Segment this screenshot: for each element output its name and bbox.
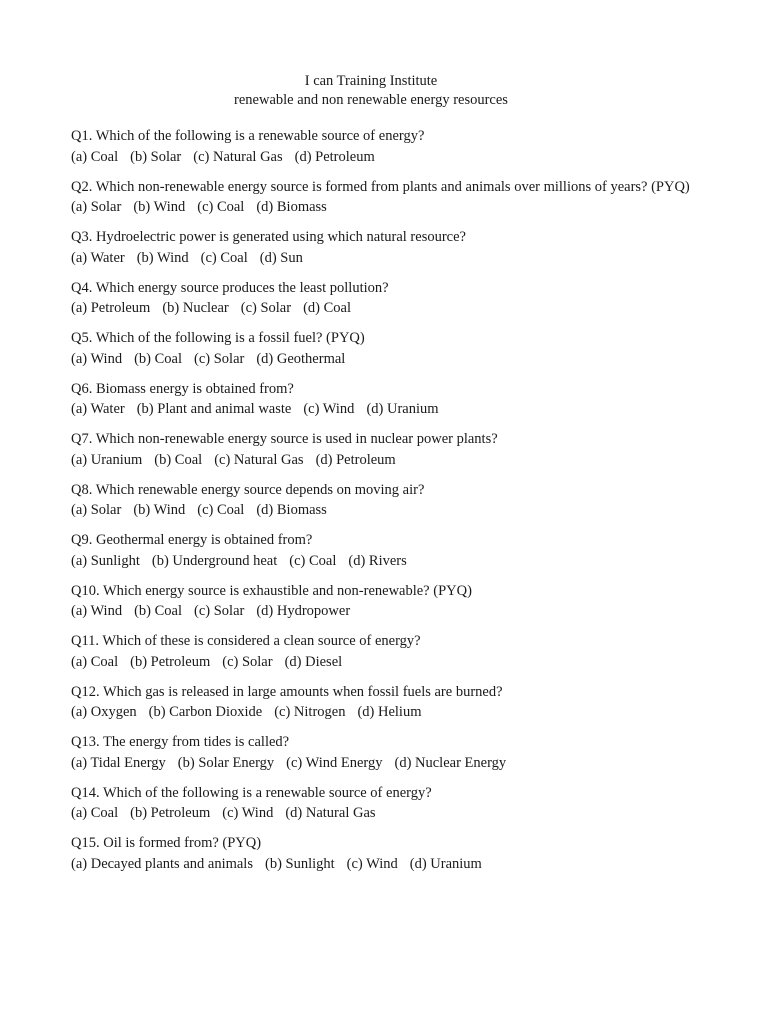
question-item xyxy=(71,480,691,521)
question-text: Q9. Geothermal energy is obtained from? xyxy=(71,532,313,548)
answer-option: (c) Coal xyxy=(289,552,337,569)
answer-option: (a) Coal xyxy=(71,653,119,670)
answer-option: (c) Nitrogen xyxy=(274,704,346,720)
answer-option: (a) Uranium xyxy=(71,451,143,468)
answer-option: (b) Wind xyxy=(136,249,189,266)
answer-option: (d) Biomass xyxy=(256,502,327,518)
answer-option: (c) Coal xyxy=(197,502,245,518)
answer-option: (a) Wind xyxy=(71,350,123,367)
answer-option: (b) Wind xyxy=(133,502,186,518)
question-options xyxy=(71,147,691,168)
question-options xyxy=(71,399,691,420)
answer-option: (d) Petroleum xyxy=(294,148,375,165)
question-item xyxy=(71,227,691,268)
answer-option: (d) Hydropower xyxy=(256,603,351,619)
answer-option: (d) Geothermal xyxy=(256,350,346,367)
question-item xyxy=(71,682,691,723)
question-options xyxy=(71,500,691,521)
question-item xyxy=(71,833,691,874)
answer-option: (a) Water xyxy=(71,401,125,417)
answer-option: (a) Sunlight xyxy=(71,552,140,569)
question-options xyxy=(71,753,691,774)
answer-option: (c) Solar xyxy=(194,603,245,619)
question-options xyxy=(71,702,691,723)
answer-option: (a) Water xyxy=(71,249,125,266)
question-text: Q8. Which renewable energy source depends on moving air? xyxy=(71,481,425,498)
question-item xyxy=(71,581,691,622)
question-item xyxy=(71,631,691,672)
answer-option: (d) Rivers xyxy=(348,552,407,569)
question-text: Q12. Which gas is released in large amounts when fossil fuels are burned? xyxy=(71,683,503,700)
answer-option: (b) Underground heat xyxy=(151,552,278,569)
document-subtitle: renewable and non renewable energy resources xyxy=(234,92,508,108)
question-list xyxy=(71,126,691,884)
question-item xyxy=(71,530,691,571)
question-options xyxy=(71,197,691,218)
question-text: Q15. Oil is formed from? (PYQ) xyxy=(71,835,262,851)
answer-option: (d) Sun xyxy=(259,249,303,266)
question-options xyxy=(71,298,691,319)
question-options xyxy=(71,450,691,471)
answer-option: (d) Nuclear Energy xyxy=(394,754,507,771)
question-text: Q6. Biomass energy is obtained from? xyxy=(71,380,294,397)
answer-option: (c) Natural Gas xyxy=(193,148,283,165)
answer-option: (d) Uranium xyxy=(366,401,439,417)
answer-option: (a) Coal xyxy=(71,805,119,821)
answer-option: (b) Petroleum xyxy=(130,805,211,821)
answer-option: (c) Solar xyxy=(240,300,292,316)
question-text: Q13. The energy from tides is called? xyxy=(71,734,290,750)
question-text: Q2. Which non-renewable energy source is formed from plants and animals over millions of years? (PYQ) xyxy=(71,178,690,195)
question-options xyxy=(71,248,691,269)
question-item xyxy=(71,126,691,167)
answer-option: (b) Petroleum xyxy=(130,653,211,670)
answer-option: (d) Diesel xyxy=(284,653,343,670)
answer-option: (b) Plant and animal waste xyxy=(136,401,292,417)
document-header xyxy=(0,72,768,110)
answer-option: (b) Coal xyxy=(134,603,183,619)
question-item xyxy=(71,328,691,369)
question-options xyxy=(71,803,691,824)
answer-option: (a) Tidal Energy xyxy=(71,754,166,771)
answer-option: (a) Decayed plants and animals xyxy=(71,855,253,872)
question-text: Q7. Which non-renewable energy source is used in nuclear power plants? xyxy=(71,431,498,447)
answer-option: (a) Oxygen xyxy=(71,704,137,720)
answer-option: (d) Biomass xyxy=(256,199,327,215)
question-text: Q11. Which of these is considered a clean source of energy? xyxy=(71,633,421,649)
answer-option: (a) Wind xyxy=(71,603,123,619)
question-item xyxy=(71,783,691,824)
question-text: Q14. Which of the following is a renewable source of energy? xyxy=(71,784,432,801)
answer-option: (c) Coal xyxy=(197,199,245,215)
question-options xyxy=(71,349,691,370)
answer-option: (c) Natural Gas xyxy=(214,451,304,468)
answer-option: (b) Sunlight xyxy=(264,855,335,872)
question-text: Q10. Which energy source is exhaustible and non-renewable? (PYQ) xyxy=(71,582,472,599)
answer-option: (d) Natural Gas xyxy=(285,805,376,821)
answer-option: (a) Petroleum xyxy=(71,300,151,316)
answer-option: (c) Wind xyxy=(346,855,398,872)
answer-option: (b) Nuclear xyxy=(162,300,229,316)
answer-option: (b) Coal xyxy=(134,350,183,367)
question-text: Q4. Which energy source produces the least pollution? xyxy=(71,279,389,296)
question-options xyxy=(71,652,691,673)
answer-option: (c) Wind xyxy=(222,805,274,821)
answer-option: (c) Wind xyxy=(303,401,355,417)
answer-option: (b) Wind xyxy=(133,199,186,215)
answer-option: (b) Coal xyxy=(154,451,203,468)
question-options xyxy=(71,854,691,875)
answer-option: (c) Solar xyxy=(222,653,273,670)
answer-option: (d) Coal xyxy=(303,300,351,316)
answer-option: (b) Solar xyxy=(130,148,182,165)
answer-option: (b) Solar Energy xyxy=(177,754,275,771)
question-options xyxy=(71,601,691,622)
answer-option: (a) Coal xyxy=(71,148,119,165)
question-item xyxy=(71,278,691,319)
answer-option: (c) Solar xyxy=(194,350,245,367)
question-item xyxy=(71,732,691,773)
answer-option: (c) Coal xyxy=(200,249,248,266)
question-item xyxy=(71,177,691,218)
answer-option: (a) Solar xyxy=(71,502,122,518)
answer-option: (b) Carbon Dioxide xyxy=(148,704,263,720)
question-options xyxy=(71,551,691,572)
answer-option: (c) Wind Energy xyxy=(286,754,383,771)
question-item xyxy=(71,379,691,420)
answer-option: (d) Petroleum xyxy=(315,451,396,468)
question-text: Q5. Which of the following is a fossil fuel? (PYQ) xyxy=(71,330,365,346)
question-item xyxy=(71,429,691,470)
answer-option: (d) Helium xyxy=(357,704,422,720)
answer-option: (d) Uranium xyxy=(409,855,482,872)
institute-title: I can Training Institute xyxy=(304,73,438,89)
answer-option: (a) Solar xyxy=(71,199,122,215)
question-text: Q1. Which of the following is a renewable source of energy? xyxy=(71,128,425,144)
question-text: Q3. Hydroelectric power is generated using which natural resource? xyxy=(71,229,466,245)
